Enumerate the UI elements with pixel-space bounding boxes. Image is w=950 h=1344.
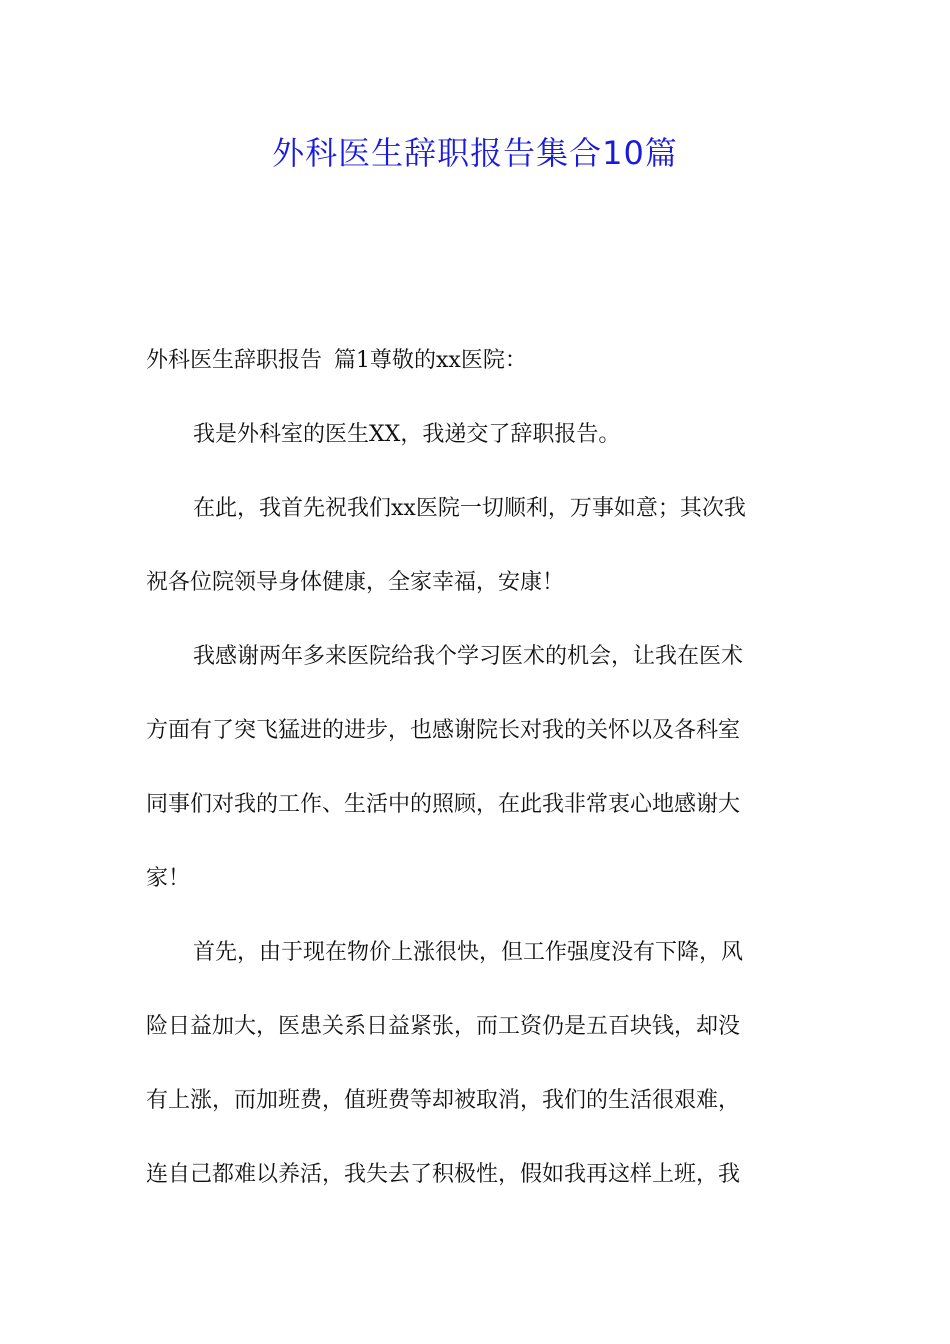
paragraph-line: 家！ [146, 866, 191, 891]
section-heading-line [146, 337, 806, 385]
section-label: 篇1尊敬的xx医院： [334, 348, 527, 373]
paragraph-line: 在此，我首先祝我们xx医院一切顺利，万事如意；其次我 [193, 496, 746, 521]
paragraph-line: 祝各位院领导身体健康，全家幸福，安康！ [146, 570, 565, 595]
section-heading: 外科医生辞职报告 [146, 348, 323, 373]
document-title: 外科医生辞职报告集合10篇 [272, 134, 678, 172]
paragraph-line: 有上涨，而加班费，值班费等却被取消，我们的生活很艰难， [146, 1088, 741, 1113]
paragraph-line: 我感谢两年多来医院给我个学习医术的机会，让我在医术 [193, 644, 744, 669]
paragraph-line: 险日益加大，医患关系日益紧张，而工资仍是五百块钱，却没 [146, 1014, 741, 1039]
paragraph-line: 方面有了突飞猛进的进步，也感谢院长对我的关怀以及各科室 [146, 718, 741, 743]
paragraph-line: 同事们对我的工作、生活中的照顾，在此我非常衷心地感谢大 [146, 792, 741, 817]
paragraph-line: 我是外科室的医生XX，我递交了辞职报告。 [193, 422, 621, 447]
document-body [146, 337, 806, 1199]
paragraph-line: 首先，由于现在物价上涨很快，但工作强度没有下降，风 [193, 940, 744, 965]
paragraph-line: 连自己都难以养活，我失去了积极性，假如我再这样上班，我 [146, 1162, 741, 1187]
